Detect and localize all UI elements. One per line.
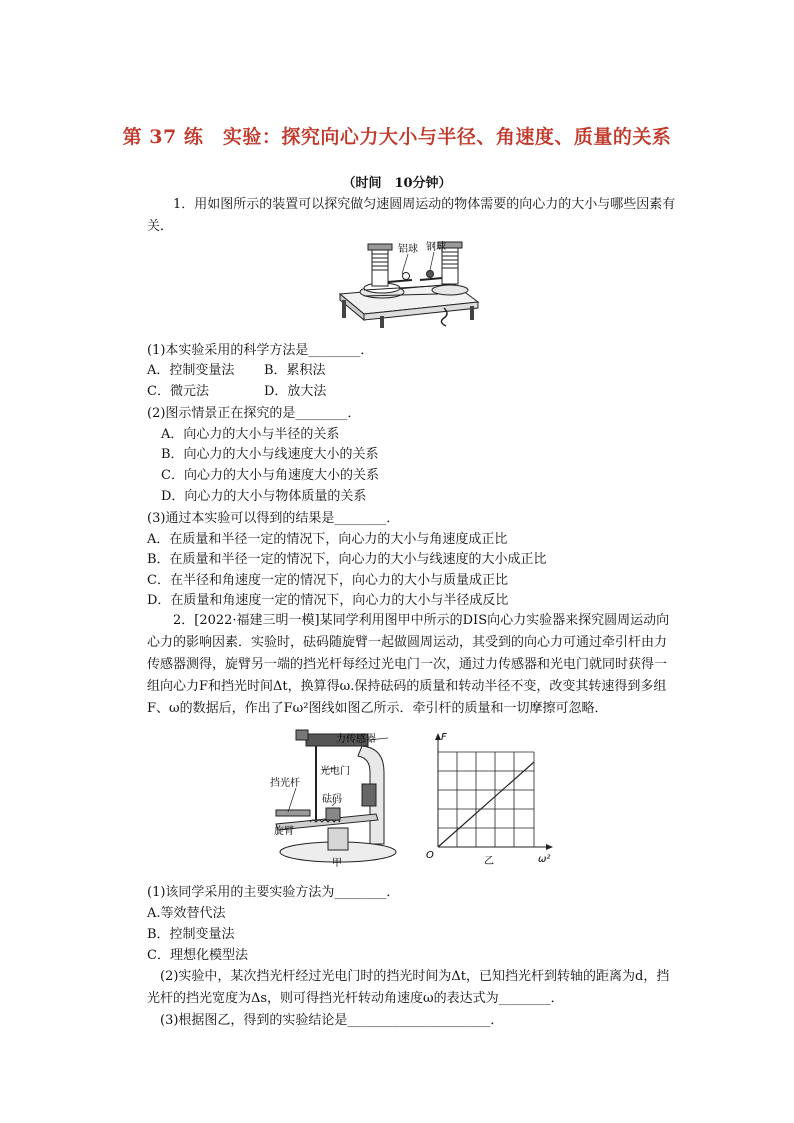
- aluminum-ball-label: 铝球: [398, 244, 418, 255]
- steel-ball-label: 钢球: [426, 242, 446, 253]
- q2-sub3: (3)根据图乙，得到的实验结论是______________________．: [160, 1013, 504, 1028]
- q1-sub2-option-d: D．向心力的大小与物体质量的关系: [161, 489, 367, 504]
- force-sensor-label: 力传感器: [336, 734, 376, 745]
- q1-sub2-option-a: A．向心力的大小与半径的关系: [161, 427, 340, 442]
- q1-stem: 1．用如图所示的装置可以探究做匀速圆周运动的物体需要的向心力的大小与哪些因素有关．: [147, 197, 676, 234]
- dis-apparatus-figure: [266, 728, 412, 870]
- q1-sub3-option-b: B．在质量和半径一定的情况下，向心力的大小与线速度的大小成正比: [147, 552, 547, 567]
- proportional-line: [438, 762, 534, 847]
- rotating-arm-label: 旋臂: [274, 826, 294, 837]
- q1-sub1-option-c: C．微元法: [147, 384, 209, 399]
- q1-sub3-option-a: A．在质量和半径一定的情况下，向心力的大小与角速度成正比: [147, 532, 508, 547]
- q1-sub1-option-d: D．放大法: [264, 384, 327, 399]
- centripetal-force-apparatus-figure: [334, 236, 484, 330]
- figure-yi-caption: 乙: [484, 856, 494, 867]
- q2-sub1-option-a: A.等效替代法: [147, 906, 226, 921]
- q2-sub2: (2)实验中，某次挡光杆经过光电门时的挡光时间为Δt，已知挡光杆到转轴的距离为d，挡光杆的挡光宽度为Δs，则可得挡光杆转动角速度ω的表达式为________．: [147, 969, 670, 1006]
- q1-sub1-option-b: B．累积法: [264, 363, 326, 378]
- photogate-label: 光电门: [320, 766, 350, 777]
- x-axis-label: ω²: [538, 854, 551, 865]
- weight-label: 砝码: [322, 794, 342, 805]
- q2-sub1-option-b: B．控制变量法: [147, 927, 235, 942]
- page-title: 第 37 练 实验：探究向心力大小与半径、角速度、质量的关系: [122, 126, 672, 148]
- q2-stem: 2．[2022·福建三明一模]某同学利用图甲中所示的DIS向心力实验器来探究圆周运动向心力的影响因素．实验时，砝码随旋臂一起做圆周运动，其受到的向心力可通过牵引杆由力传感器测得，旋臂另一端的挡光杆每经过光电门一次，通过力传感器和光电门就同时获得一组向心力F和挡光时间Δt，换算得ω.保持砝码的质量和转动半径不变，改变其转速得到多组F、ω的数据后，作出了Fω²图线如图乙所示．牵引杆的质量和一切摩擦可忽略．: [147, 613, 670, 716]
- origin-label: O: [426, 850, 434, 861]
- q1-sub2-stem: (2)图示情景正在探究的是________．: [147, 406, 361, 421]
- q2-sub1-option-c: C．理想化模型法: [147, 948, 248, 963]
- q1-sub2-option-b: B．向心力的大小与线速度大小的关系: [161, 447, 379, 462]
- light-blocking-bar-label: 挡光杆: [270, 778, 300, 789]
- q1-sub3-stem: (3)通过本实验可以得到的结果是________．: [147, 511, 400, 526]
- graph-grid: [438, 752, 534, 847]
- time-limit: （时间 10分钟）: [342, 176, 452, 191]
- figure-jia-caption: 甲: [332, 858, 342, 869]
- q1-sub1-option-a: A．控制变量法: [147, 363, 235, 378]
- q1-sub3-option-c: C．在半径和角速度一定的情况下，向心力的大小与质量成正比: [147, 573, 508, 588]
- f-omega-squared-graph: [424, 730, 558, 868]
- q1-sub1-stem: (1)本实验采用的科学方法是________．: [147, 343, 374, 358]
- y-axis-label: F: [441, 732, 447, 743]
- q1-sub2-option-c: C．向心力的大小与角速度大小的关系: [161, 468, 379, 483]
- q1-sub3-option-d: D．在质量和角速度一定的情况下，向心力的大小与半径成反比: [147, 593, 509, 608]
- q2-sub1-stem: (1)该同学采用的主要实验方法为________．: [147, 885, 400, 900]
